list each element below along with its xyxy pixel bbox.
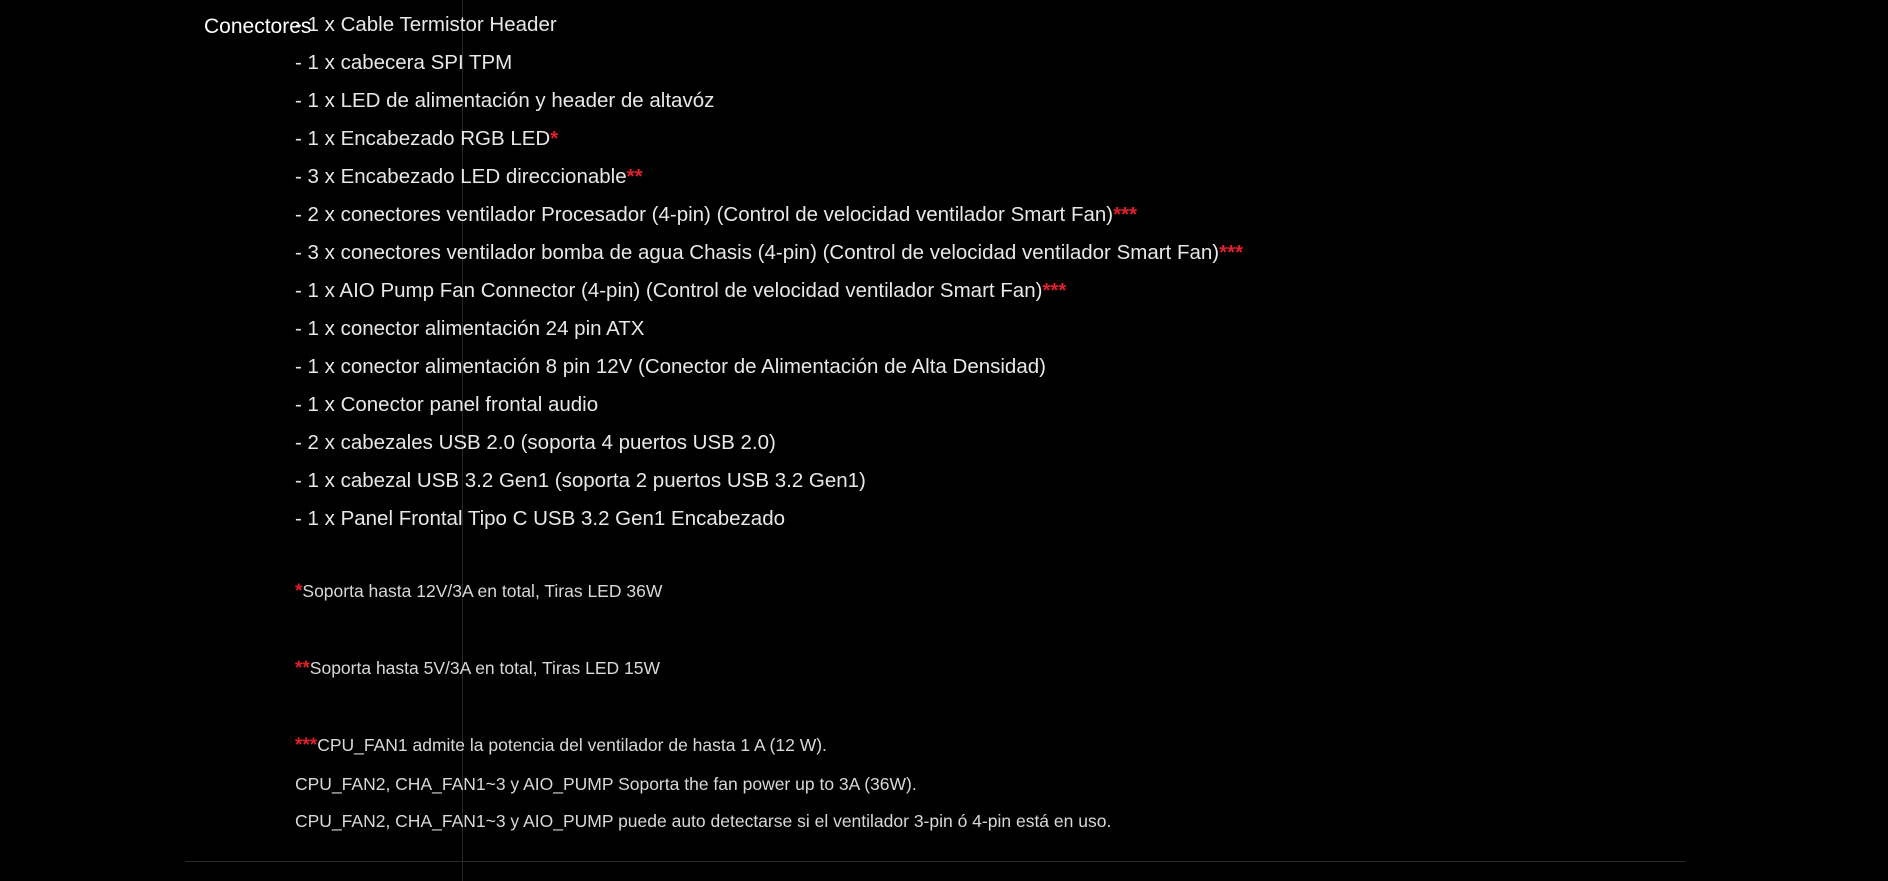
- footnote-marker: ***: [1113, 203, 1138, 226]
- connector-list: [295, 12, 1495, 544]
- footnote: **Soporta hasta 5V/3A en total, Tiras LED 15W: [295, 658, 660, 679]
- list-item: - 1 x LED de alimentación y header de altavóz: [295, 89, 715, 112]
- list-item: - 1 x Cable Termistor Header: [295, 13, 557, 36]
- section-label: Conectores: [204, 15, 312, 38]
- list-item: - 3 x Encabezado LED direccionable**: [295, 165, 643, 188]
- list-item: - 1 x conector alimentación 24 pin ATX: [295, 317, 645, 340]
- list-item: - 1 x cabezal USB 3.2 Gen1 (soporta 2 puertos USB 3.2 Gen1): [295, 469, 866, 492]
- footnote-marker: ***: [1042, 279, 1067, 302]
- list-item: - 1 x conector alimentación 8 pin 12V (Conector de Alimentación de Alta Densidad): [295, 355, 1046, 378]
- list-item: - 1 x cabecera SPI TPM: [295, 51, 513, 74]
- row-divider: [185, 861, 1685, 862]
- list-item: - 2 x cabezales USB 2.0 (soporta 4 puertos USB 2.0): [295, 431, 776, 454]
- footnote: *Soporta hasta 12V/3A en total, Tiras LED 36W: [295, 581, 663, 602]
- footnote-marker: ***: [1219, 241, 1244, 264]
- list-item: - 1 x Panel Frontal Tipo C USB 3.2 Gen1 Encabezado: [295, 507, 785, 530]
- footnote-marker: *: [550, 127, 559, 150]
- footnote: CPU_FAN2, CHA_FAN1~3 y AIO_PUMP Soporta the fan power up to 3A (36W).: [295, 774, 917, 794]
- footnote-marker: **: [295, 658, 310, 679]
- list-item: - 1 x Conector panel frontal audio: [295, 393, 599, 416]
- footnote: CPU_FAN2, CHA_FAN1~3 y AIO_PUMP puede auto detectarse si el ventilador 3-pin ó 4-pin está en uso.: [295, 811, 1112, 831]
- list-item: - 1 x Encabezado RGB LED*: [295, 127, 559, 150]
- footnote-marker: **: [626, 165, 643, 188]
- footnote-marker: ***: [295, 735, 318, 756]
- footnote-marker: *: [295, 581, 303, 602]
- list-item: - 3 x conectores ventilador bomba de agua Chasis (4-pin) (Control de velocidad ventilador Smart Fan)***: [295, 241, 1244, 264]
- list-item: - 1 x AIO Pump Fan Connector (4-pin) (Control de velocidad ventilador Smart Fan)***: [295, 279, 1067, 302]
- footnote: ***CPU_FAN1 admite la potencia del ventilador de hasta 1 A (12 W).: [295, 735, 827, 756]
- list-item: - 2 x conectores ventilador Procesador (4-pin) (Control de velocidad ventilador Smart Fan)***: [295, 203, 1138, 226]
